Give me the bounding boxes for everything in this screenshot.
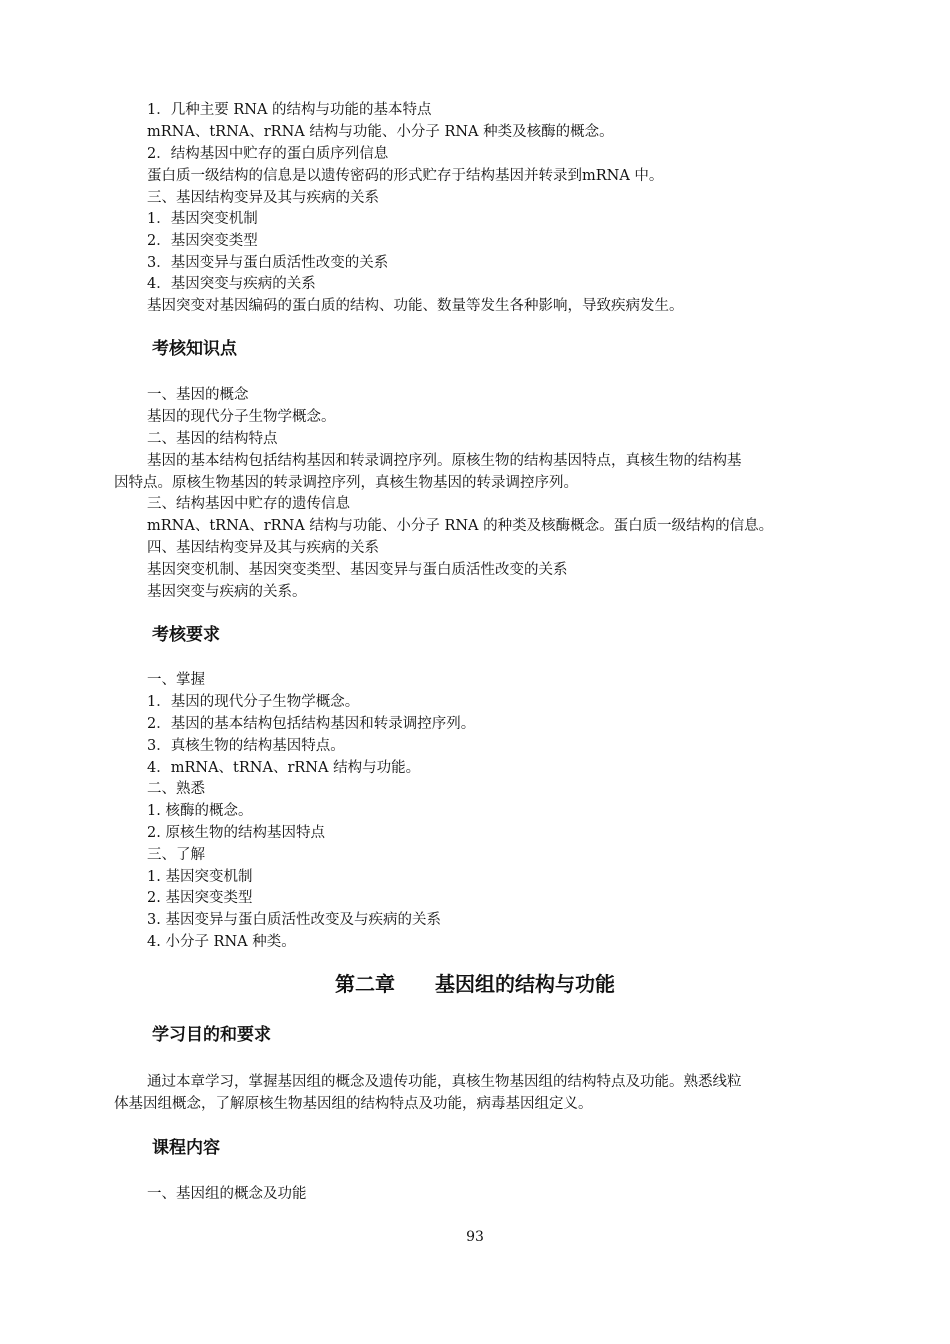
- text-line: 1．基因突变机制: [147, 211, 258, 227]
- text-line: 体基因组概念，了解原核生物基因组的结构特点及功能，病毒基因组定义。: [114, 1096, 593, 1112]
- list-item: 4．mRNA、tRNA、rRNA 结构与功能。: [147, 760, 421, 776]
- text-line: 一、基因的概念: [147, 387, 249, 403]
- section-heading-knowledge: 考核知识点: [152, 339, 237, 359]
- text-line: 三、基因结构变异及其与疾病的关系: [147, 190, 379, 206]
- text-line: 蛋白质一级结构的信息是以遗传密码的形式贮存于结构基因并转录到mRNA 中。: [147, 168, 664, 184]
- list-item: 3. 基因变异与蛋白质活性改变及与疾病的关系: [147, 912, 441, 928]
- list-item: 4. 小分子 RNA 种类。: [147, 934, 296, 950]
- text-line: 二、基因的结构特点: [147, 431, 278, 447]
- list-item: 一、掌握: [147, 672, 205, 688]
- section-heading-content: 课程内容: [152, 1138, 220, 1158]
- text-line: mRNA、tRNA、rRNA 结构与功能、小分子 RNA 的种类及核酶概念。蛋白质一级结构的信息。: [147, 518, 774, 534]
- list-item: 2．基因的基本结构包括结构基因和转录调控序列。: [147, 716, 476, 732]
- list-item: 2. 原核生物的结构基因特点: [147, 825, 325, 841]
- text-line: 基因的现代分子生物学概念。: [147, 409, 336, 425]
- list-item: 1. 基因突变机制: [147, 869, 253, 885]
- chapter-title: 第二章 基因组的结构与功能: [335, 972, 615, 996]
- text-line: 1．几种主要 RNA 的结构与功能的基本特点: [147, 102, 432, 118]
- text-line: 通过本章学习，掌握基因组的概念及遗传功能，真核生物基因组的结构特点及功能。熟悉线粒: [147, 1074, 742, 1090]
- text-line: 基因的基本结构包括结构基因和转录调控序列。原核生物的结构基因特点，真核生物的结构基: [147, 453, 742, 469]
- text-line: 2．基因突变类型: [147, 233, 258, 249]
- list-item: 二、熟悉: [147, 781, 205, 797]
- text-line: 四、基因结构变异及其与疾病的关系: [147, 540, 379, 556]
- section-heading-requirements: 考核要求: [152, 625, 220, 645]
- text-line: 因特点。原核生物基因的转录调控序列，真核生物基因的转录调控序列。: [114, 475, 578, 491]
- list-item: 三、了解: [147, 847, 205, 863]
- list-item: 3．真核生物的结构基因特点。: [147, 738, 345, 754]
- list-item: 1．基因的现代分子生物学概念。: [147, 694, 360, 710]
- text-line: mRNA、tRNA、rRNA 结构与功能、小分子 RNA 种类及核酶的概念。: [147, 124, 614, 140]
- list-item: 1. 核酶的概念。: [147, 803, 253, 819]
- text-line: 3．基因变异与蛋白质活性改变的关系: [147, 255, 389, 271]
- page-number: 93: [466, 1229, 484, 1245]
- text-line: 4．基因突变与疾病的关系: [147, 276, 316, 292]
- list-item: 2. 基因突变类型: [147, 890, 253, 906]
- section-heading-goals: 学习目的和要求: [152, 1025, 271, 1045]
- text-line: 基因突变对基因编码的蛋白质的结构、功能、数量等发生各种影响，导致疾病发生。: [147, 298, 684, 314]
- text-line: 三、结构基因中贮存的遗传信息: [147, 496, 350, 512]
- text-line: 基因突变与疾病的关系。: [147, 584, 307, 600]
- text-line: 2．结构基因中贮存的蛋白质序列信息: [147, 146, 389, 162]
- text-line: 一、基因组的概念及功能: [147, 1186, 307, 1202]
- text-line: 基因突变机制、基因突变类型、基因变异与蛋白质活性改变的关系: [147, 562, 568, 578]
